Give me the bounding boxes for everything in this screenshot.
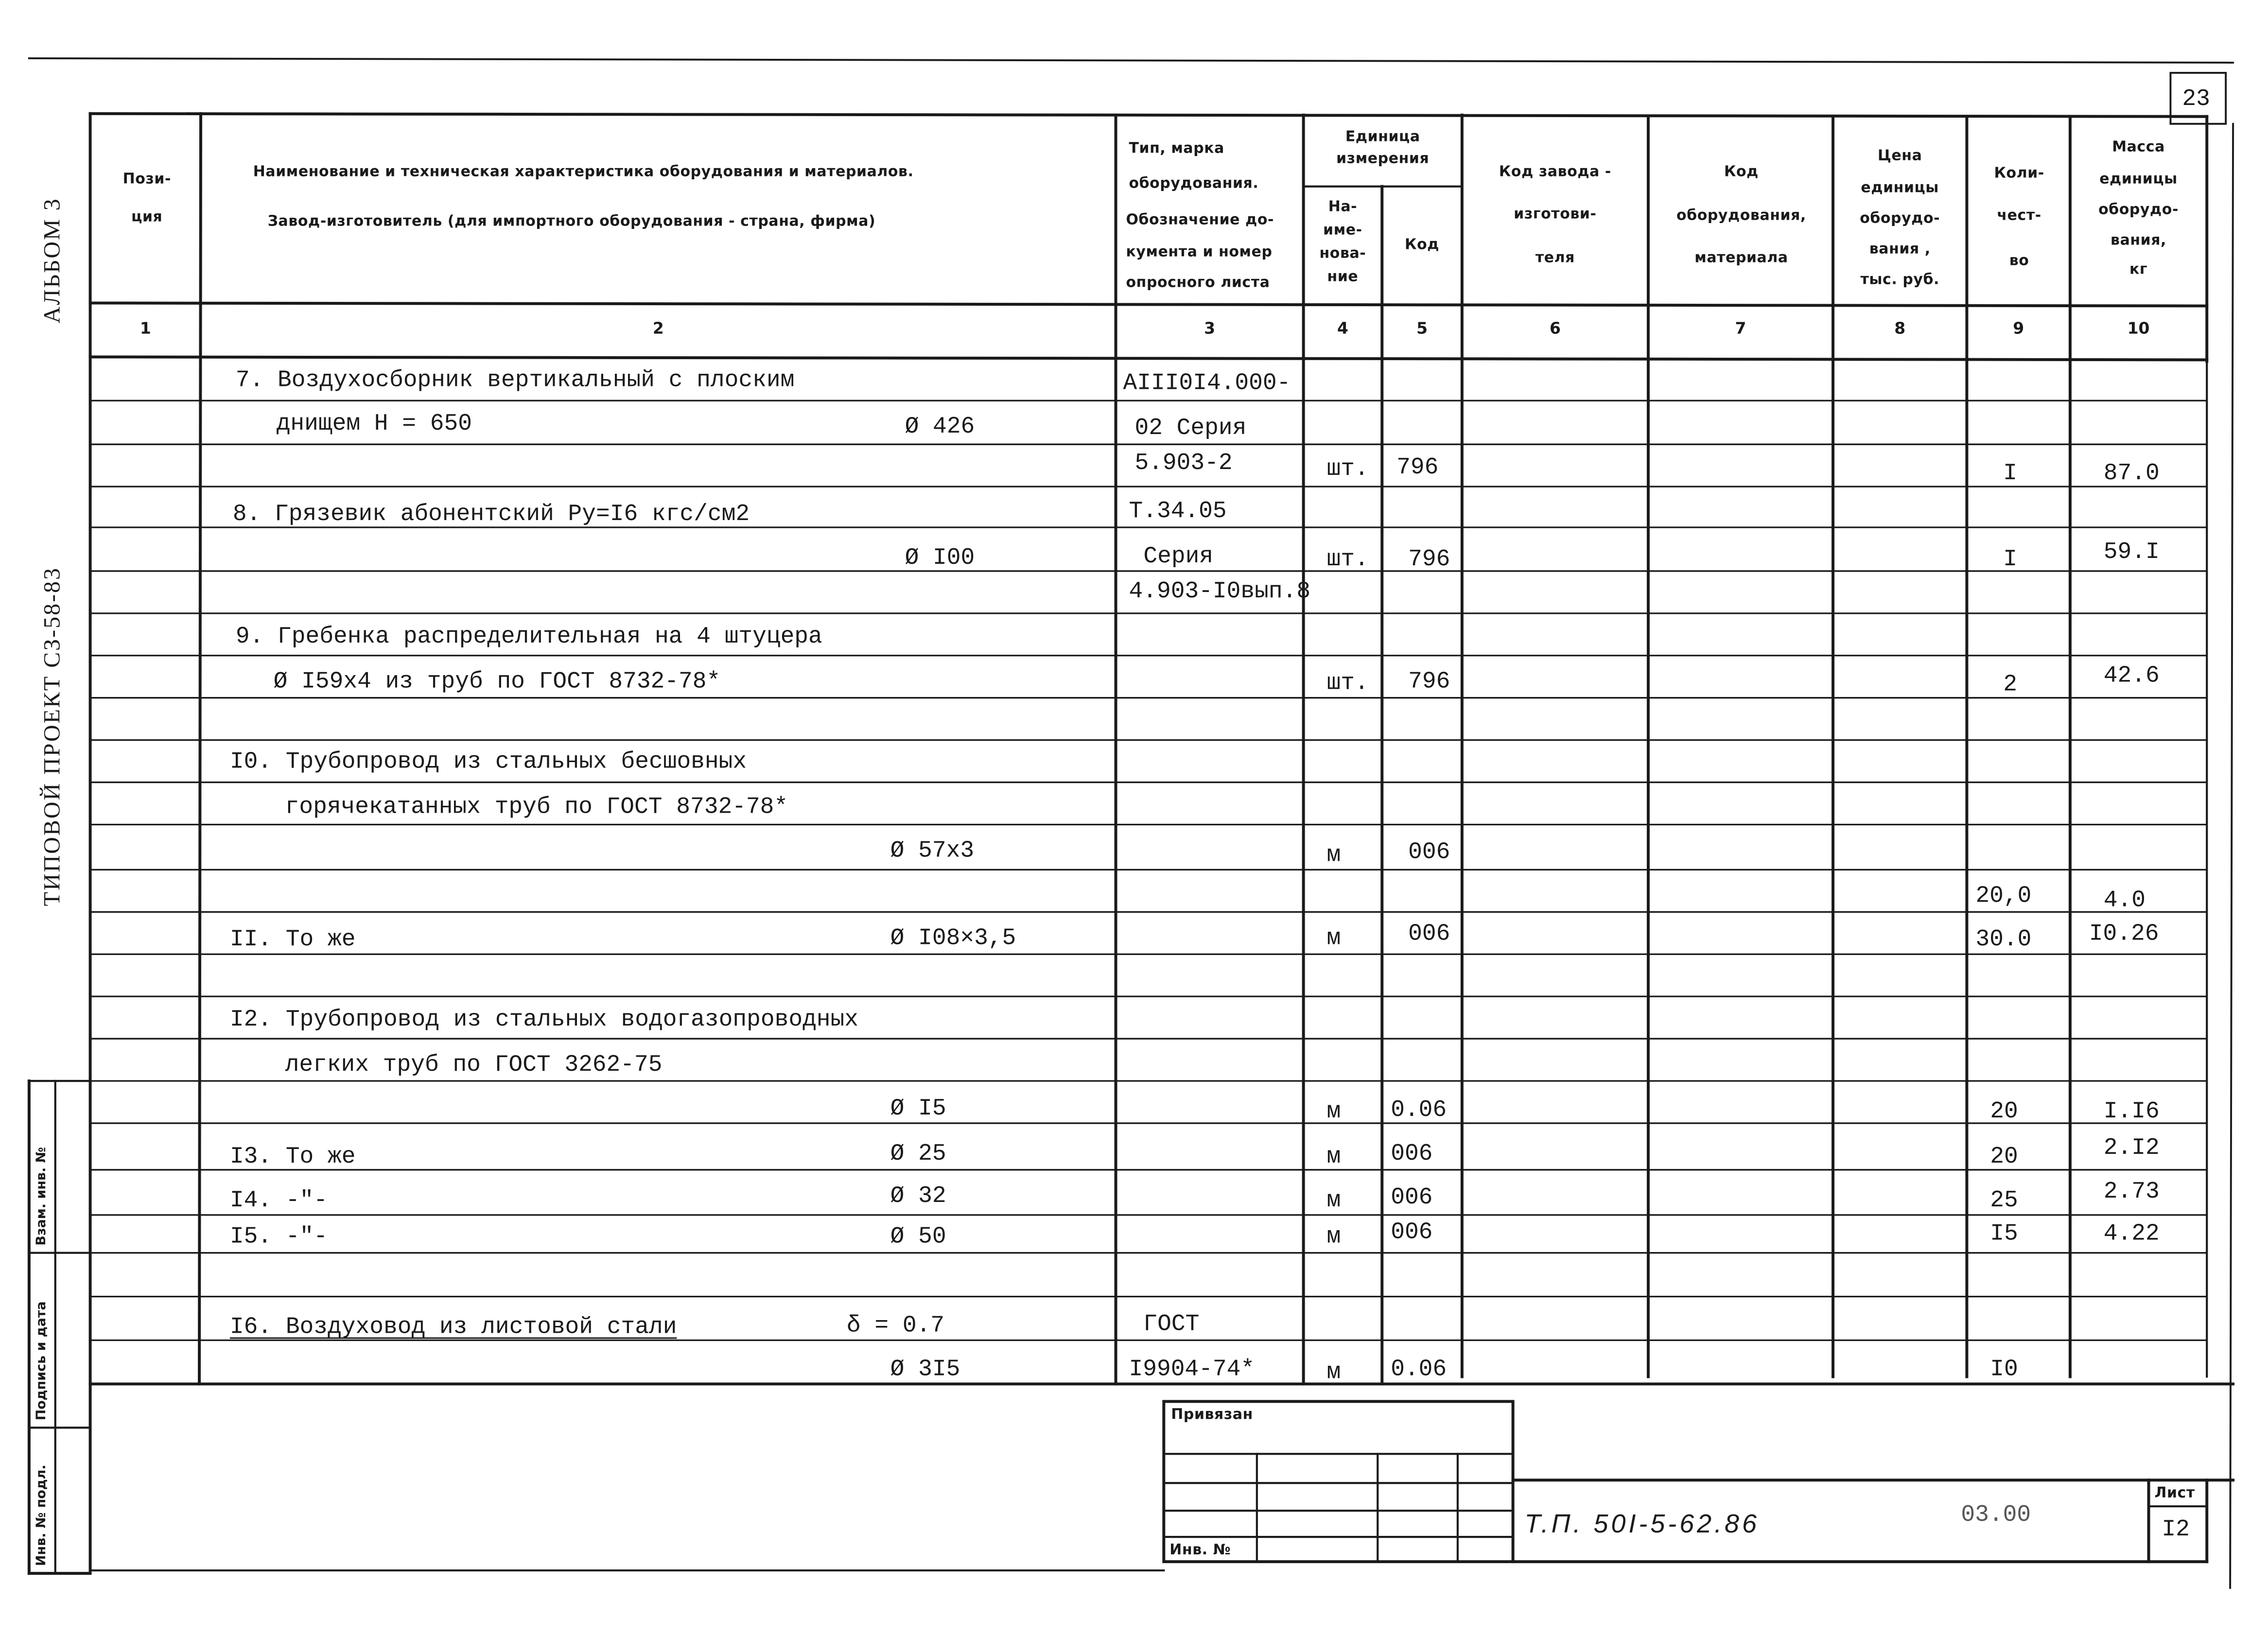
- header-unitname-1: На-: [1328, 199, 1358, 216]
- header-mass-2: единицы: [2099, 172, 2178, 188]
- item-unit-code: 006: [1391, 1219, 1433, 1246]
- stamp-bound-label: Привязан: [1171, 1407, 1253, 1424]
- item-mass: 2.I2: [2103, 1134, 2160, 1161]
- header-price-5: тыс. руб.: [1860, 272, 1940, 289]
- header-factory-2: изготови-: [1514, 207, 1597, 223]
- header-price-2: единицы: [1861, 180, 1939, 197]
- item-diameter: Ø 25: [890, 1140, 946, 1167]
- item-quantity: 2: [2003, 671, 2017, 698]
- item-unit: шт.: [1326, 670, 1369, 696]
- header-position-1: Пози-: [122, 172, 171, 188]
- side-album-label: АЛЬБОМ 3: [40, 197, 66, 324]
- header-type-1: Тип, марка: [1129, 141, 1224, 157]
- item-mass: I0.26: [2089, 921, 2159, 947]
- item-thickness: δ = 0.7: [846, 1312, 945, 1339]
- header-name-line1: Наименование и техническая характеристика оборудования и материалов.: [253, 164, 914, 181]
- col-number: 5: [1416, 319, 1428, 338]
- item-unit: шт.: [1326, 546, 1369, 573]
- item-diameter: Ø 32: [890, 1183, 946, 1209]
- item-name: Ø I59х4 из труб по ГОСТ 8732-78*: [273, 668, 721, 695]
- header-factory-1: Код завода -: [1499, 164, 1611, 181]
- item-diameter: Ø 426: [905, 414, 975, 440]
- item-unit-code: 796: [1396, 454, 1439, 481]
- header-equip-2: оборудования,: [1676, 208, 1806, 225]
- header-price-4: вания ,: [1869, 242, 1931, 258]
- col-number: 9: [2013, 319, 2024, 338]
- header-type-2: оборудования.: [1129, 176, 1259, 192]
- side-inv-label: Взам. инв. №: [35, 1147, 50, 1246]
- item-diameter: Ø I08×3,5: [890, 925, 1016, 952]
- item-quantity: I: [2003, 460, 2017, 487]
- col-number: 8: [1894, 319, 1906, 338]
- item-doc: 02 Серия: [1134, 415, 1247, 442]
- col-number: 4: [1337, 319, 1348, 338]
- item-name: легких труб по ГОСТ 3262-75: [285, 1052, 663, 1079]
- item-doc: Серия: [1143, 543, 1214, 570]
- item-unit-code: 796: [1408, 668, 1450, 695]
- header-unitname-2: име-: [1323, 223, 1362, 239]
- item-unit: м: [1326, 925, 1341, 952]
- item-name: I0. Трубопровод из стальных бесшовных: [229, 748, 747, 775]
- item-unit: м: [1326, 1143, 1341, 1170]
- item-unit: м: [1326, 842, 1341, 869]
- drawing-code-suffix: 03.00: [1961, 1502, 2031, 1529]
- item-name: 7. Воздухосборник вертикальный с плоским: [235, 367, 795, 394]
- col-number: 3: [1204, 319, 1216, 338]
- item-unit-code: 006: [1408, 921, 1450, 947]
- item-unit: м: [1326, 1187, 1341, 1214]
- item-diameter: Ø I00: [905, 544, 975, 571]
- item-name: I4. -"-: [229, 1187, 328, 1214]
- item-name: 8. Грязевик абонентский Ру=I6 кгс/см2: [232, 501, 750, 528]
- sheet-label: Лист: [2154, 1486, 2195, 1502]
- item-mass: 87.0: [2103, 460, 2160, 487]
- col-number: 10: [2127, 319, 2150, 338]
- item-mass: 4.0: [2103, 887, 2146, 914]
- item-doc: I9904-74*: [1129, 1356, 1255, 1383]
- header-mass-3: оборудо-: [2098, 202, 2179, 219]
- item-diameter: Ø 50: [890, 1223, 946, 1250]
- item-name: 9. Гребенка распределительная на 4 штуцера: [235, 623, 822, 650]
- item-diameter: Ø I5: [890, 1095, 946, 1122]
- item-unit: м: [1326, 1359, 1341, 1386]
- item-doc: АIII0I4.000-: [1123, 370, 1291, 397]
- header-qty-3: во: [2009, 253, 2029, 270]
- item-doc: Т.34.05: [1129, 498, 1227, 525]
- item-mass: 2.73: [2103, 1178, 2160, 1205]
- item-unit: шт.: [1326, 456, 1369, 483]
- header-type-4: кумента и номер: [1126, 244, 1273, 261]
- item-unit-code: 006: [1408, 839, 1450, 866]
- item-unit-code: 006: [1391, 1140, 1433, 1167]
- item-quantity: I: [2003, 546, 2017, 573]
- item-name: I2. Трубопровод из стальных водогазопроводных: [229, 1007, 859, 1033]
- item-unit: м: [1326, 1098, 1341, 1125]
- header-mass-1: Масса: [2112, 139, 2165, 156]
- item-quantity: 20: [1990, 1098, 2018, 1125]
- item-name: I3. То же: [229, 1143, 356, 1170]
- item-mass: 4.22: [2103, 1220, 2160, 1247]
- header-mass-5: кг: [2129, 262, 2148, 278]
- col-number: 7: [1735, 319, 1746, 338]
- header-name-line2: Завод-изготовитель (для импортного оборудования - страна, фирма): [267, 214, 876, 230]
- item-unit-code: 006: [1391, 1184, 1433, 1211]
- header-equip-3: материала: [1694, 250, 1788, 267]
- item-doc: ГОСТ: [1143, 1311, 1200, 1338]
- item-quantity: 30.0: [1975, 926, 2032, 953]
- item-unit: м: [1326, 1223, 1341, 1250]
- item-unit-code: 0.06: [1391, 1096, 1447, 1123]
- stamp-inv-label: Инв. №: [1169, 1543, 1231, 1559]
- header-position-2: ция: [131, 209, 163, 226]
- item-unit-code: 796: [1408, 546, 1450, 573]
- side-orig-label: Инв. № подл.: [35, 1464, 50, 1566]
- header-type-3: Обозначение до-: [1126, 212, 1274, 229]
- item-quantity: I0: [1990, 1356, 2018, 1383]
- item-diameter: Ø 57х3: [890, 837, 975, 864]
- item-quantity: 20,0: [1975, 883, 2032, 909]
- item-diameter: Ø 3I5: [890, 1356, 960, 1383]
- header-price-1: Цена: [1878, 148, 1922, 165]
- item-unit-code: 0.06: [1391, 1356, 1447, 1383]
- header-unitcode: Код: [1405, 237, 1440, 254]
- item-mass: 59.I: [2103, 539, 2160, 565]
- header-unitname-4: ние: [1327, 269, 1359, 286]
- header-qty-2: чест-: [1997, 208, 2041, 225]
- col-number: 2: [652, 319, 664, 338]
- item-name: горячекатанных труб по ГОСТ 8732-78*: [285, 794, 788, 820]
- item-name: II. То же: [229, 926, 356, 953]
- item-doc: 5.903-2: [1134, 450, 1233, 477]
- header-mass-4: вания,: [2111, 233, 2167, 249]
- header-qty-1: Коли-: [1994, 166, 2044, 182]
- item-name: I5. -"-: [229, 1223, 328, 1250]
- header-type-5: опросного листа: [1126, 275, 1270, 292]
- header-equip-1: Код: [1724, 164, 1759, 181]
- item-quantity: 25: [1990, 1187, 2018, 1214]
- header-unit-1: Единица: [1345, 129, 1420, 146]
- header-unitname-3: нова-: [1319, 246, 1366, 262]
- header-factory-3: теля: [1535, 250, 1575, 267]
- drawing-code: Т.П. 50I-5-62.86: [1524, 1509, 1760, 1539]
- col-number: 6: [1549, 319, 1561, 338]
- side-sign-label: Подпись и дата: [35, 1301, 50, 1421]
- item-doc: 4.903-I0вып.8: [1129, 578, 1311, 605]
- item-name: I6. Воздуховод из листовой стали: [229, 1314, 677, 1340]
- item-mass: I.I6: [2103, 1098, 2160, 1125]
- side-project-label: ТИПОВОЙ ПРОЕКТ СЗ-58-83: [40, 566, 66, 906]
- col-number: 1: [140, 319, 151, 338]
- item-mass: 42.6: [2103, 662, 2160, 689]
- item-quantity: 20: [1990, 1143, 2018, 1170]
- header-price-3: оборудо-: [1860, 211, 1940, 227]
- sheet-number: I2: [2162, 1516, 2190, 1543]
- header-unit-2: измерения: [1336, 151, 1430, 168]
- item-name: днищем Н = 650: [276, 411, 472, 437]
- item-quantity: I5: [1990, 1220, 2018, 1247]
- corner-page-number: 23: [2182, 86, 2210, 112]
